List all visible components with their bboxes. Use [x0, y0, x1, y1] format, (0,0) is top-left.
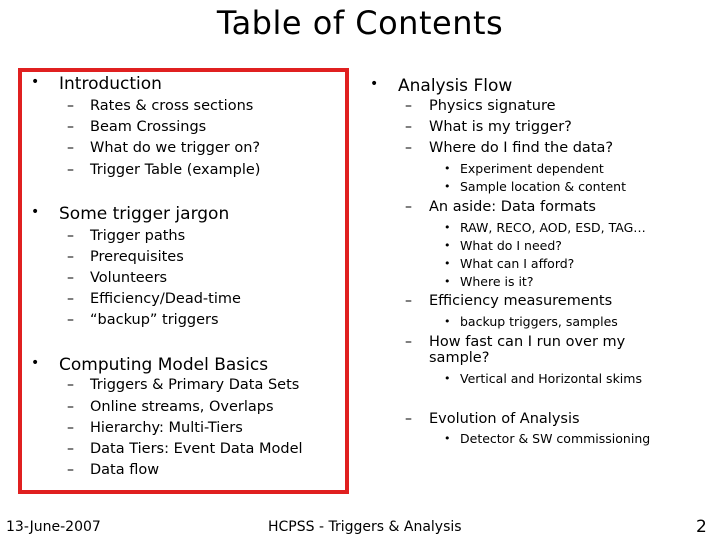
- list-item: Prerequisites: [90, 249, 184, 265]
- list-item: Triggers & Primary Data Sets: [90, 377, 300, 393]
- dash-marker: –: [405, 119, 412, 135]
- bullet-marker: •: [444, 257, 451, 270]
- section-heading-computing-model: Computing Model Basics: [59, 355, 269, 375]
- list-item: “backup” triggers: [90, 312, 219, 328]
- bullet-marker: •: [444, 275, 451, 288]
- dash-marker: –: [67, 98, 74, 114]
- sub-item: What can I afford?: [460, 256, 575, 271]
- bullet-marker: •: [444, 432, 451, 445]
- dash-marker: –: [67, 377, 74, 393]
- dash-marker: –: [67, 420, 74, 436]
- bullet-marker: •: [444, 180, 451, 193]
- list-item: Beam Crossings: [90, 119, 207, 135]
- sub-item: Where is it?: [460, 274, 534, 289]
- sub-item: Vertical and Horizontal skims: [460, 371, 642, 386]
- bullet-marker: •: [31, 355, 40, 371]
- list-item: Data flow: [90, 462, 160, 478]
- dash-marker: –: [67, 140, 74, 156]
- bullet-marker: •: [444, 372, 451, 385]
- list-item: Evolution of Analysis: [429, 411, 580, 427]
- bullet-marker: •: [31, 74, 40, 90]
- list-item: Trigger Table (example): [90, 162, 261, 178]
- dash-marker: –: [405, 293, 412, 309]
- dash-marker: –: [405, 411, 412, 427]
- bullet-marker: •: [444, 162, 451, 175]
- list-item: Volunteers: [90, 270, 168, 286]
- bullet-marker: •: [31, 204, 40, 220]
- slide-title: Table of Contents: [216, 4, 504, 42]
- dash-marker: –: [67, 228, 74, 244]
- page-number: 2: [696, 517, 707, 537]
- sub-item: Experiment dependent: [460, 161, 604, 176]
- bullet-marker: •: [370, 76, 379, 92]
- sub-item: Sample location & content: [460, 179, 626, 194]
- dash-marker: –: [67, 162, 74, 178]
- sub-item: Detector & SW commissioning: [460, 431, 651, 446]
- list-item: Efficiency measurements: [429, 293, 613, 309]
- sub-item: What do I need?: [460, 238, 562, 253]
- footer-date: 13-June-2007: [6, 519, 101, 535]
- list-item: Online streams, Overlaps: [90, 399, 274, 415]
- list-item: Data Tiers: Event Data Model: [90, 441, 303, 457]
- list-item: Trigger paths: [90, 228, 186, 244]
- footer-title: HCPSS - Triggers & Analysis: [268, 519, 462, 535]
- dash-marker: –: [67, 312, 74, 328]
- dash-marker: –: [67, 462, 74, 478]
- dash-marker: –: [405, 199, 412, 215]
- dash-marker: –: [405, 98, 412, 114]
- dash-marker: –: [67, 399, 74, 415]
- dash-marker: –: [67, 441, 74, 457]
- bullet-marker: •: [444, 315, 451, 328]
- list-item: An aside: Data formats: [429, 199, 596, 215]
- dash-marker: –: [67, 270, 74, 286]
- list-item: Rates & cross sections: [90, 98, 254, 114]
- dash-marker: –: [67, 119, 74, 135]
- bullet-marker: •: [444, 239, 451, 252]
- list-item: Physics signature: [429, 98, 556, 114]
- list-item: How fast can I run over my: [429, 334, 626, 350]
- list-item: Efficiency/Dead-time: [90, 291, 241, 307]
- section-heading-jargon: Some trigger jargon: [59, 204, 230, 224]
- list-item: What do we trigger on?: [90, 140, 261, 156]
- list-item: Where do I find the data?: [429, 140, 614, 156]
- dash-marker: –: [67, 249, 74, 265]
- list-item-continuation: sample?: [429, 350, 490, 366]
- sub-item: backup triggers, samples: [460, 314, 618, 329]
- dash-marker: –: [67, 291, 74, 307]
- sub-item: RAW, RECO, AOD, ESD, TAG…: [460, 220, 646, 235]
- section-heading-introduction: Introduction: [59, 74, 162, 94]
- list-item: Hierarchy: Multi-Tiers: [90, 420, 243, 436]
- list-item: What is my trigger?: [429, 119, 572, 135]
- section-heading-analysis-flow: Analysis Flow: [398, 76, 513, 96]
- bullet-marker: •: [444, 221, 451, 234]
- dash-marker: –: [405, 334, 412, 350]
- dash-marker: –: [405, 140, 412, 156]
